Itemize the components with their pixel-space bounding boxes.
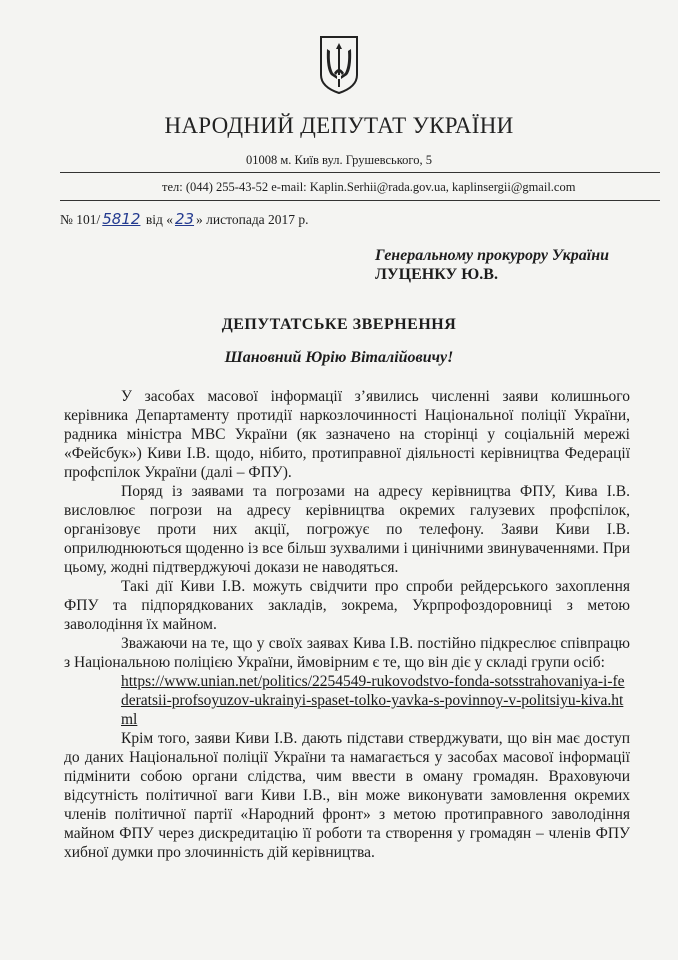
addressee-position: Генеральному прокурору України [375,247,609,264]
salutation: Шановний Юрію Віталійовичу! [224,349,454,366]
paragraph-5: Крім того, заяви Киви І.В. дають підстави стверджувати, що він має доступ до даних Національної поліції України та намагається у засобах масової інформації підмінити собою органи слідства, чим ввести в оману громадян. Враховуючи відсутність політичної ваги Киви І.В., він може виконувати замовлення окремих членів політичної партії «Народний фронт» з метою протиправного заволодіння майном ФПУ через дискредитацію її роботи та створення у громадян – членів ФПУ хибної думки про злочинність дій керівництва. [64,730,630,861]
reference-day-handwritten: 23 [174,210,195,228]
paragraph-4: Зважаючи на те, що у своїх заявах Кива І.В. постійно підкреслює співпрацю з Національною поліцією України, ймовірним є те, що він діє у складі групи осіб: [64,635,630,671]
reverse-side-bleed-through [70,886,630,960]
trident-coat-of-arms-icon [319,35,359,95]
reference-number-prefix: № 101/ [60,212,101,227]
org-title: НАРОДНИЙ ДЕПУТАТ УКРАЇНИ [164,113,514,138]
header-divider-bottom [60,200,660,201]
contact-info: тел: (044) 255-43-52 e-mail: Kaplin.Serhii@rada.gov.ua, kaplinsergii@gmail.com [162,180,576,194]
paragraph-3: Такі дії Киви І.В. можуть свідчити про спроби рейдерського захоплення ФПУ та підпорядкованих закладів, зокрема, Укрпрофоздоровниці з метою заволодіння їх майном. [64,578,630,633]
addressee-name: ЛУЦЕНКУ Ю.В. [375,266,498,283]
addressee-block [375,246,609,284]
document-title: ДЕПУТАТСЬКЕ ЗВЕРНЕННЯ [221,316,457,333]
reference-date-label: від « [145,212,173,227]
outgoing-reference [60,210,309,228]
office-address: 01008 м. Київ вул. Грушевського, 5 [245,153,432,167]
letter-body [64,387,630,862]
source-link[interactable]: https://www.unian.net/politics/2254549-rukovodstvo-fonda-sotsstrahovaniya-i-federatsii-profsoyuzov-ukrainyi-spaset-tolko-yavka-s-povinnoy-v-politsiyu-kiva.html [121,673,625,728]
source-link-paragraph [64,672,630,729]
paragraph-1: У засобах масової інформації з’явились численні заяви колишнього керівника Департаменту протидії наркозлочинності Національної поліції України, радника міністра МВС України (як зазначено на сторінці у соціальній мережі «Фейсбук») Киви І.В. щодо, нібито, протиправної діяльності керівництва Федерації профспілок України (далі – ФПУ). [64,388,630,481]
reference-number-handwritten: 5812 [102,210,141,228]
paragraph-2: Поряд із заявами та погрозами на адресу керівництва ФПУ, Кива І.В. висловлює погрози на адресу керівництва окремих галузевих профспілок, організовує проти них акції, погрожує по телефону. Заяви Киви І.В. оприлюднюються щоденно із все більш зухвалими і цинічними звинуваченнями. При цьому, жодні підтверджуючі докази не наводяться. [64,483,630,576]
reference-date-rest: » листопада 2017 р. [196,212,309,227]
header-divider-top [60,172,660,173]
